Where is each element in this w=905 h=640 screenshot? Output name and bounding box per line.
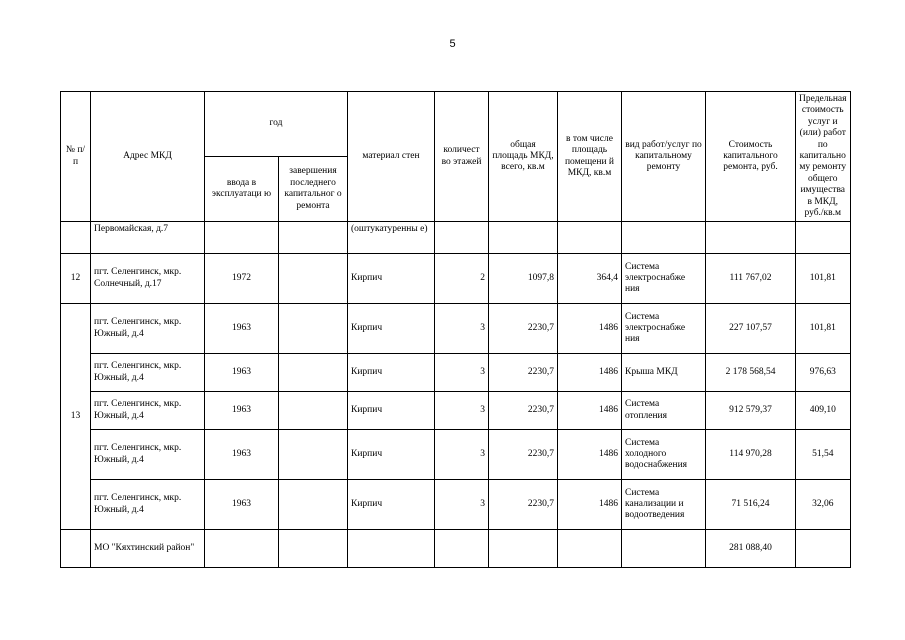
cell-material: Кирпич	[348, 430, 435, 480]
header-year-last-repair: завершения последнего капитальног о ремонта	[279, 157, 348, 222]
cell-work	[622, 530, 706, 568]
cell-max-cost	[796, 530, 851, 568]
total-label: МО "Кяхтинский район"	[91, 530, 205, 568]
cell-last-repair	[279, 530, 348, 568]
cell-floors	[435, 530, 489, 568]
cell-year: 1963	[205, 304, 279, 354]
cell-premises-area: 1486	[558, 430, 622, 480]
header-wall-material: материал стен	[348, 92, 435, 222]
table-row	[61, 430, 851, 480]
cell-work: Система холодного водоснабжения	[622, 430, 706, 480]
cell-floors: 2	[435, 254, 489, 304]
cell-total-area: 2230,7	[489, 480, 558, 530]
table-row	[61, 222, 851, 254]
cell-last-repair	[279, 392, 348, 430]
cell-last-repair	[279, 304, 348, 354]
cell-premises-area: 1486	[558, 304, 622, 354]
cell-max-cost: 101,81	[796, 304, 851, 354]
cell-cost: 111 767,02	[706, 254, 796, 304]
header-year-group: год	[205, 92, 348, 157]
cell-address: пгт. Селенгинск, мкр. Южный, д.4	[91, 304, 205, 354]
cell-year	[205, 530, 279, 568]
cell-total-area: 1097,8	[489, 254, 558, 304]
cell-work: Крыша МКД	[622, 354, 706, 392]
cell-material: Кирпич	[348, 304, 435, 354]
cell-material: Кирпич	[348, 254, 435, 304]
header-row-1	[61, 92, 851, 157]
cell-floors	[435, 222, 489, 254]
table-row	[61, 304, 851, 354]
cell-year: 1963	[205, 480, 279, 530]
table-row	[61, 354, 851, 392]
cell-total-area: 2230,7	[489, 430, 558, 480]
cell-max-cost: 51,54	[796, 430, 851, 480]
cell-floors: 3	[435, 430, 489, 480]
cell-total-area: 2230,7	[489, 392, 558, 430]
cell-floors: 3	[435, 354, 489, 392]
cell-total-area	[489, 222, 558, 254]
cell-num: 12	[61, 254, 91, 304]
header-year-commission: ввода в эксплуатаци ю	[205, 157, 279, 222]
cell-address: пгт. Селенгинск, мкр. Южный, д.4	[91, 430, 205, 480]
cell-premises-area: 1486	[558, 392, 622, 430]
cell-material	[348, 530, 435, 568]
cell-work: Система канализации и водоотведения	[622, 480, 706, 530]
cell-material: Кирпич	[348, 354, 435, 392]
cell-cost	[706, 222, 796, 254]
cell-cost: 227 107,57	[706, 304, 796, 354]
header-address: Адрес МКД	[91, 92, 205, 222]
header-floors: количест во этажей	[435, 92, 489, 222]
cell-last-repair	[279, 430, 348, 480]
cell-year: 1963	[205, 354, 279, 392]
header-total-area: общая площадь МКД, всего, кв.м	[489, 92, 558, 222]
cell-material: Кирпич	[348, 392, 435, 430]
cell-last-repair	[279, 480, 348, 530]
cell-num	[61, 222, 91, 254]
cell-num: 13	[61, 304, 91, 530]
cell-address: пгт. Селенгинск, мкр. Южный, д.4	[91, 392, 205, 430]
cell-max-cost: 409,10	[796, 392, 851, 430]
total-row	[61, 530, 851, 568]
table-row	[61, 254, 851, 304]
cell-address: пгт. Селенгинск, мкр. Южный, д.4	[91, 354, 205, 392]
header-premises-area: в том числе площадь помещени й МКД, кв.м	[558, 92, 622, 222]
cell-premises-area: 364,4	[558, 254, 622, 304]
cell-floors: 3	[435, 392, 489, 430]
cell-year: 1972	[205, 254, 279, 304]
cell-address: пгт. Селенгинск, мкр. Южный, д.4	[91, 480, 205, 530]
cell-total-area	[489, 530, 558, 568]
cell-last-repair	[279, 254, 348, 304]
cell-address: пгт. Селенгинск, мкр. Солнечный, д.17	[91, 254, 205, 304]
cell-cost: 912 579,37	[706, 392, 796, 430]
cell-work: Система электроснабже ния	[622, 304, 706, 354]
cell-floors: 3	[435, 480, 489, 530]
cell-total-area: 2230,7	[489, 354, 558, 392]
cell-cost: 71 516,24	[706, 480, 796, 530]
header-cost: Стоимость капитального ремонта, руб.	[706, 92, 796, 222]
cell-address: Первомайская, д.7	[91, 222, 205, 254]
cell-premises-area	[558, 530, 622, 568]
table-row	[61, 392, 851, 430]
page-number: 5	[449, 38, 456, 50]
header-num: № п/п	[61, 92, 91, 222]
header-max-cost: Предельная стоимость услуг и (или) работ по капитально му ремонту общего имущества в МКД, руб./кв.м	[796, 92, 851, 222]
cell-last-repair	[279, 222, 348, 254]
cell-material: Кирпич	[348, 480, 435, 530]
capital-repair-table	[60, 91, 851, 568]
cell-num	[61, 530, 91, 568]
cell-work	[622, 222, 706, 254]
cell-max-cost: 976,63	[796, 354, 851, 392]
cell-max-cost: 101,81	[796, 254, 851, 304]
cell-year	[205, 222, 279, 254]
cell-total-area: 2230,7	[489, 304, 558, 354]
cell-year: 1963	[205, 392, 279, 430]
cell-last-repair	[279, 354, 348, 392]
cell-cost: 114 970,28	[706, 430, 796, 480]
table-row	[61, 480, 851, 530]
cell-work: Система электроснабже ния	[622, 254, 706, 304]
cell-max-cost	[796, 222, 851, 254]
cell-floors: 3	[435, 304, 489, 354]
cell-material: (оштукатуренны е)	[348, 222, 435, 254]
cell-premises-area	[558, 222, 622, 254]
cell-work: Система отопления	[622, 392, 706, 430]
cell-max-cost: 32,06	[796, 480, 851, 530]
total-cost: 281 088,40	[706, 530, 796, 568]
cell-premises-area: 1486	[558, 480, 622, 530]
cell-year: 1963	[205, 430, 279, 480]
header-work-type: вид работ/услуг по капитальному ремонту	[622, 92, 706, 222]
cell-cost: 2 178 568,54	[706, 354, 796, 392]
cell-premises-area: 1486	[558, 354, 622, 392]
